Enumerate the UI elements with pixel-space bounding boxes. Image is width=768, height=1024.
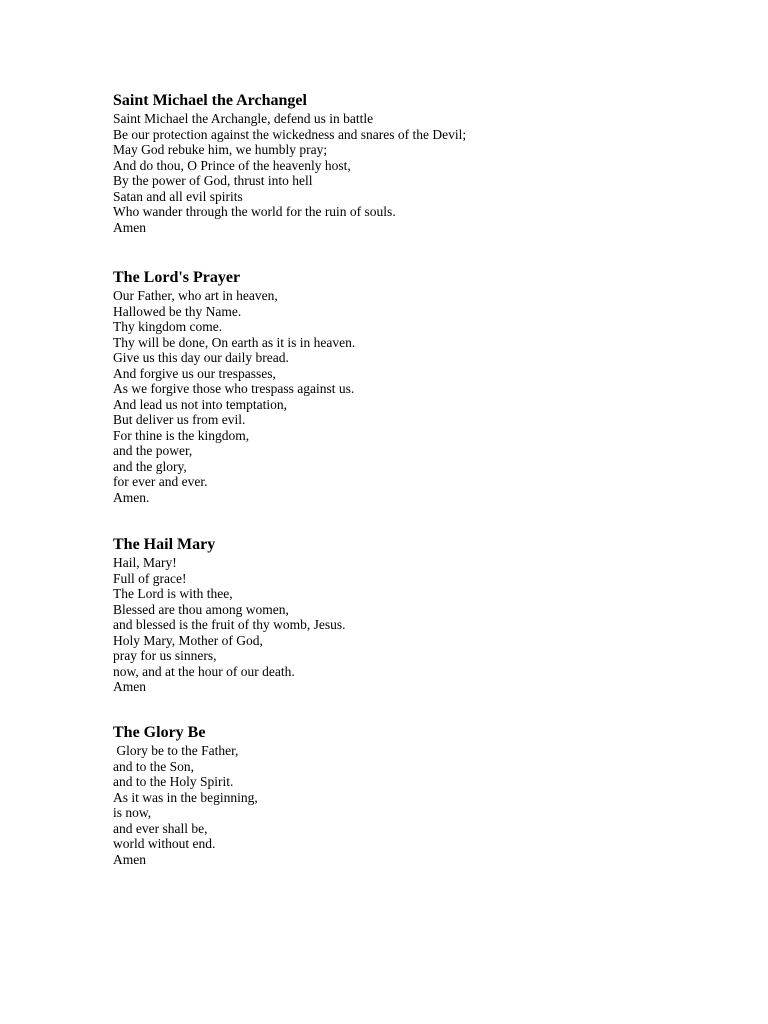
prayer-title: The Glory Be	[113, 724, 206, 741]
prayer-line: and to the Son,	[113, 758, 194, 774]
prayer-title: Saint Michael the Archangel	[113, 92, 307, 109]
prayer-line: Be our protection against the wickedness and snares of the Devil;	[113, 126, 467, 142]
prayer-line: now, and at the hour of our death.	[113, 663, 295, 679]
prayer-line: Saint Michael the Archangle, defend us in battle	[113, 111, 374, 126]
prayer-line: Thy kingdom come.	[113, 319, 223, 334]
prayer-title: The Hail Mary	[113, 536, 216, 553]
prayer-line: Hail, Mary!	[113, 555, 177, 570]
prayer-line: And forgive us our trespasses,	[113, 365, 276, 381]
prayer-line: Amen.	[113, 489, 150, 505]
prayer-text	[113, 743, 733, 867]
prayer-hail-mary	[113, 535, 733, 695]
prayer-text	[113, 288, 733, 505]
prayer-line: Holy Mary, Mother of God,	[113, 632, 263, 648]
prayer-line: and to the Holy Spirit.	[113, 774, 234, 789]
prayer-line: and blessed is the fruit of thy womb, Jesus.	[113, 617, 346, 632]
prayer-line: Our Father, who art in heaven,	[113, 288, 278, 303]
prayer-line: As we forgive those who trespass against us.	[113, 381, 355, 396]
prayer-saint-michael	[113, 91, 733, 235]
prayer-line: The Lord is with thee,	[113, 586, 233, 601]
prayer-line: By the power of God, thrust into hell	[113, 173, 313, 188]
prayer-line: For thine is the kingdom,	[113, 427, 250, 443]
prayer-line: and the glory,	[113, 458, 187, 474]
prayer-line: As it was in the beginning,	[113, 789, 258, 805]
prayer-line: Satan and all evil spirits	[113, 188, 243, 204]
prayer-line: Who wander through the world for the ruin of souls.	[113, 204, 396, 219]
prayer-line: Amen	[113, 219, 146, 235]
prayer-line: And do thou, O Prince of the heavenly host,	[113, 157, 351, 173]
prayer-line: Thy will be done, On earth as it is in heaven.	[113, 334, 356, 350]
prayer-text	[113, 111, 733, 235]
prayer-title: The Lord's Prayer	[113, 269, 241, 286]
prayer-line: Glory be to the Father,	[113, 743, 239, 758]
prayer-line: May God rebuke him, we humbly pray;	[113, 142, 328, 157]
prayer-line: Give us this day our daily bread.	[113, 350, 289, 365]
prayer-line: Hallowed be thy Name.	[113, 303, 242, 319]
prayer-text	[113, 555, 733, 695]
prayer-line: Amen	[113, 851, 146, 867]
prayer-line: But deliver us from evil.	[113, 412, 246, 427]
prayer-line: Amen	[113, 679, 146, 694]
prayer-line: and ever shall be,	[113, 820, 208, 836]
prayer-line: Full of grace!	[113, 570, 187, 586]
prayer-line: and the power,	[113, 443, 193, 458]
prayer-glory-be	[113, 723, 733, 867]
prayer-line: And lead us not into temptation,	[113, 396, 287, 412]
prayer-line: world without end.	[113, 836, 216, 851]
prayer-lords-prayer	[113, 268, 733, 505]
prayer-line: is now,	[113, 805, 152, 820]
prayer-line: Blessed are thou among women,	[113, 601, 289, 617]
prayer-line: for ever and ever.	[113, 474, 208, 489]
prayer-line: pray for us sinners,	[113, 648, 217, 663]
